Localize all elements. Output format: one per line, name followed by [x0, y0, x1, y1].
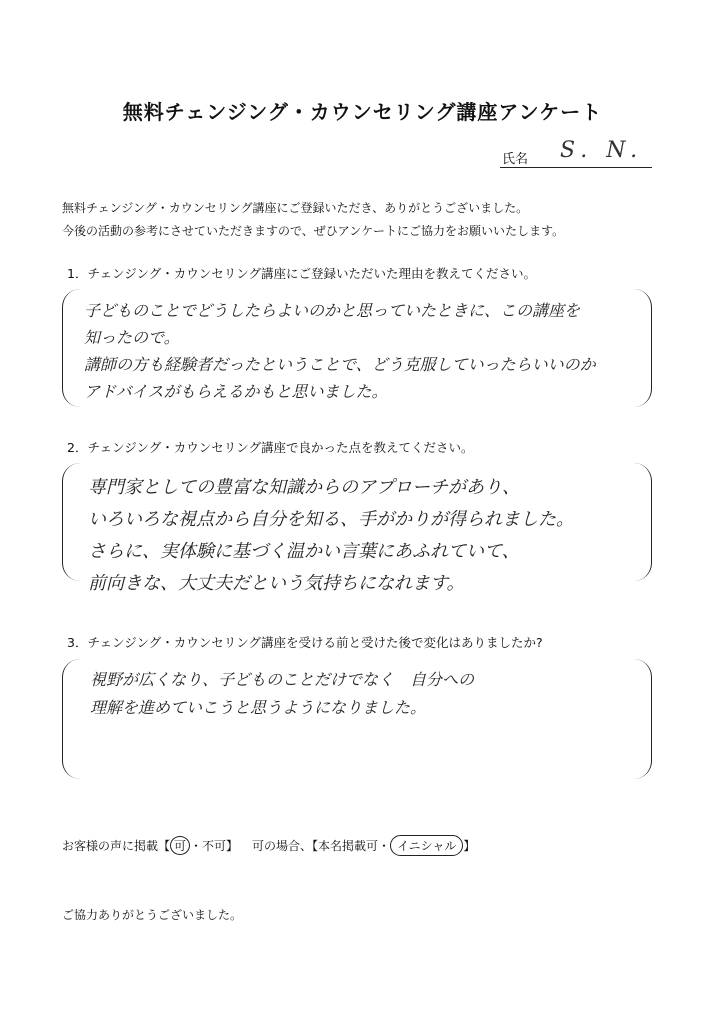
question-1-label: 1．チェンジング・カウンセリング講座にご登録いただいた理由を教えてください。 [67, 266, 536, 281]
answer-1-text [84, 297, 596, 405]
answer-line: さらに、実体験に基づく温かい言葉にあふれていて、 [88, 541, 520, 562]
name-underline [500, 167, 652, 168]
consent-suffix: 】 [463, 839, 476, 853]
answer-3-text [90, 666, 474, 722]
publication-consent [62, 835, 475, 856]
name-label: 氏名 [502, 152, 529, 167]
answer-line: 知ったので。 [84, 328, 180, 347]
answer-line: アドバイスがもらえるかもと思いました。 [84, 382, 388, 401]
consent-option-initial-circled[interactable]: イニシャル [390, 835, 463, 856]
answer-line: 子どものことでどうしたらよいのかと思っていたときに、この講座を [84, 301, 581, 320]
answer-line: 理解を進めていこうと思うようになりました。 [90, 698, 427, 717]
thanks-message: ご協力ありがとうございました。 [62, 908, 243, 922]
name-value: S. N. [560, 138, 644, 163]
answer-line: 視野が広くなり、子どものことだけでなく 自分への [90, 670, 475, 689]
consent-prefix: お客様の声に掲載【 [62, 839, 171, 853]
consent-option-no[interactable]: ・不可】 [190, 839, 239, 853]
question-2-label: 2．チェンジング・カウンセリング講座で良かった点を教えてください。 [67, 440, 474, 455]
answer-line: いろいろな視点から自分を知る、手がかりが得られました。 [88, 509, 574, 530]
answer-line: 講師の方も経験者だったということで、どう克服していったらいいのか [84, 355, 596, 374]
intro-line: 無料チェンジング・カウンセリング講座にご登録いただき、ありがとうございました。 [62, 201, 529, 215]
answer-2-text [88, 472, 574, 600]
question-3-label: 3．チェンジング・カウンセリング講座を受ける前と受けた後で変化はありましたか? [67, 635, 543, 650]
answer-line: 専門家としての豊富な知識からのアプローチがあり、 [88, 477, 520, 498]
consent-name-type-label: 可の場合、【本名掲載可・ [252, 839, 391, 853]
intro-line: 今後の活動の参考にさせていただきますので、ぜひアンケートにご協力をお願いいたします。 [62, 224, 565, 238]
consent-option-yes-circled[interactable]: 可 [170, 836, 190, 855]
intro-text [62, 197, 564, 243]
answer-line: 前向きな、大丈夫だという気持ちになれます。 [88, 573, 465, 594]
page-title: 無料チェンジング・カウンセリング講座アンケート [122, 100, 603, 124]
